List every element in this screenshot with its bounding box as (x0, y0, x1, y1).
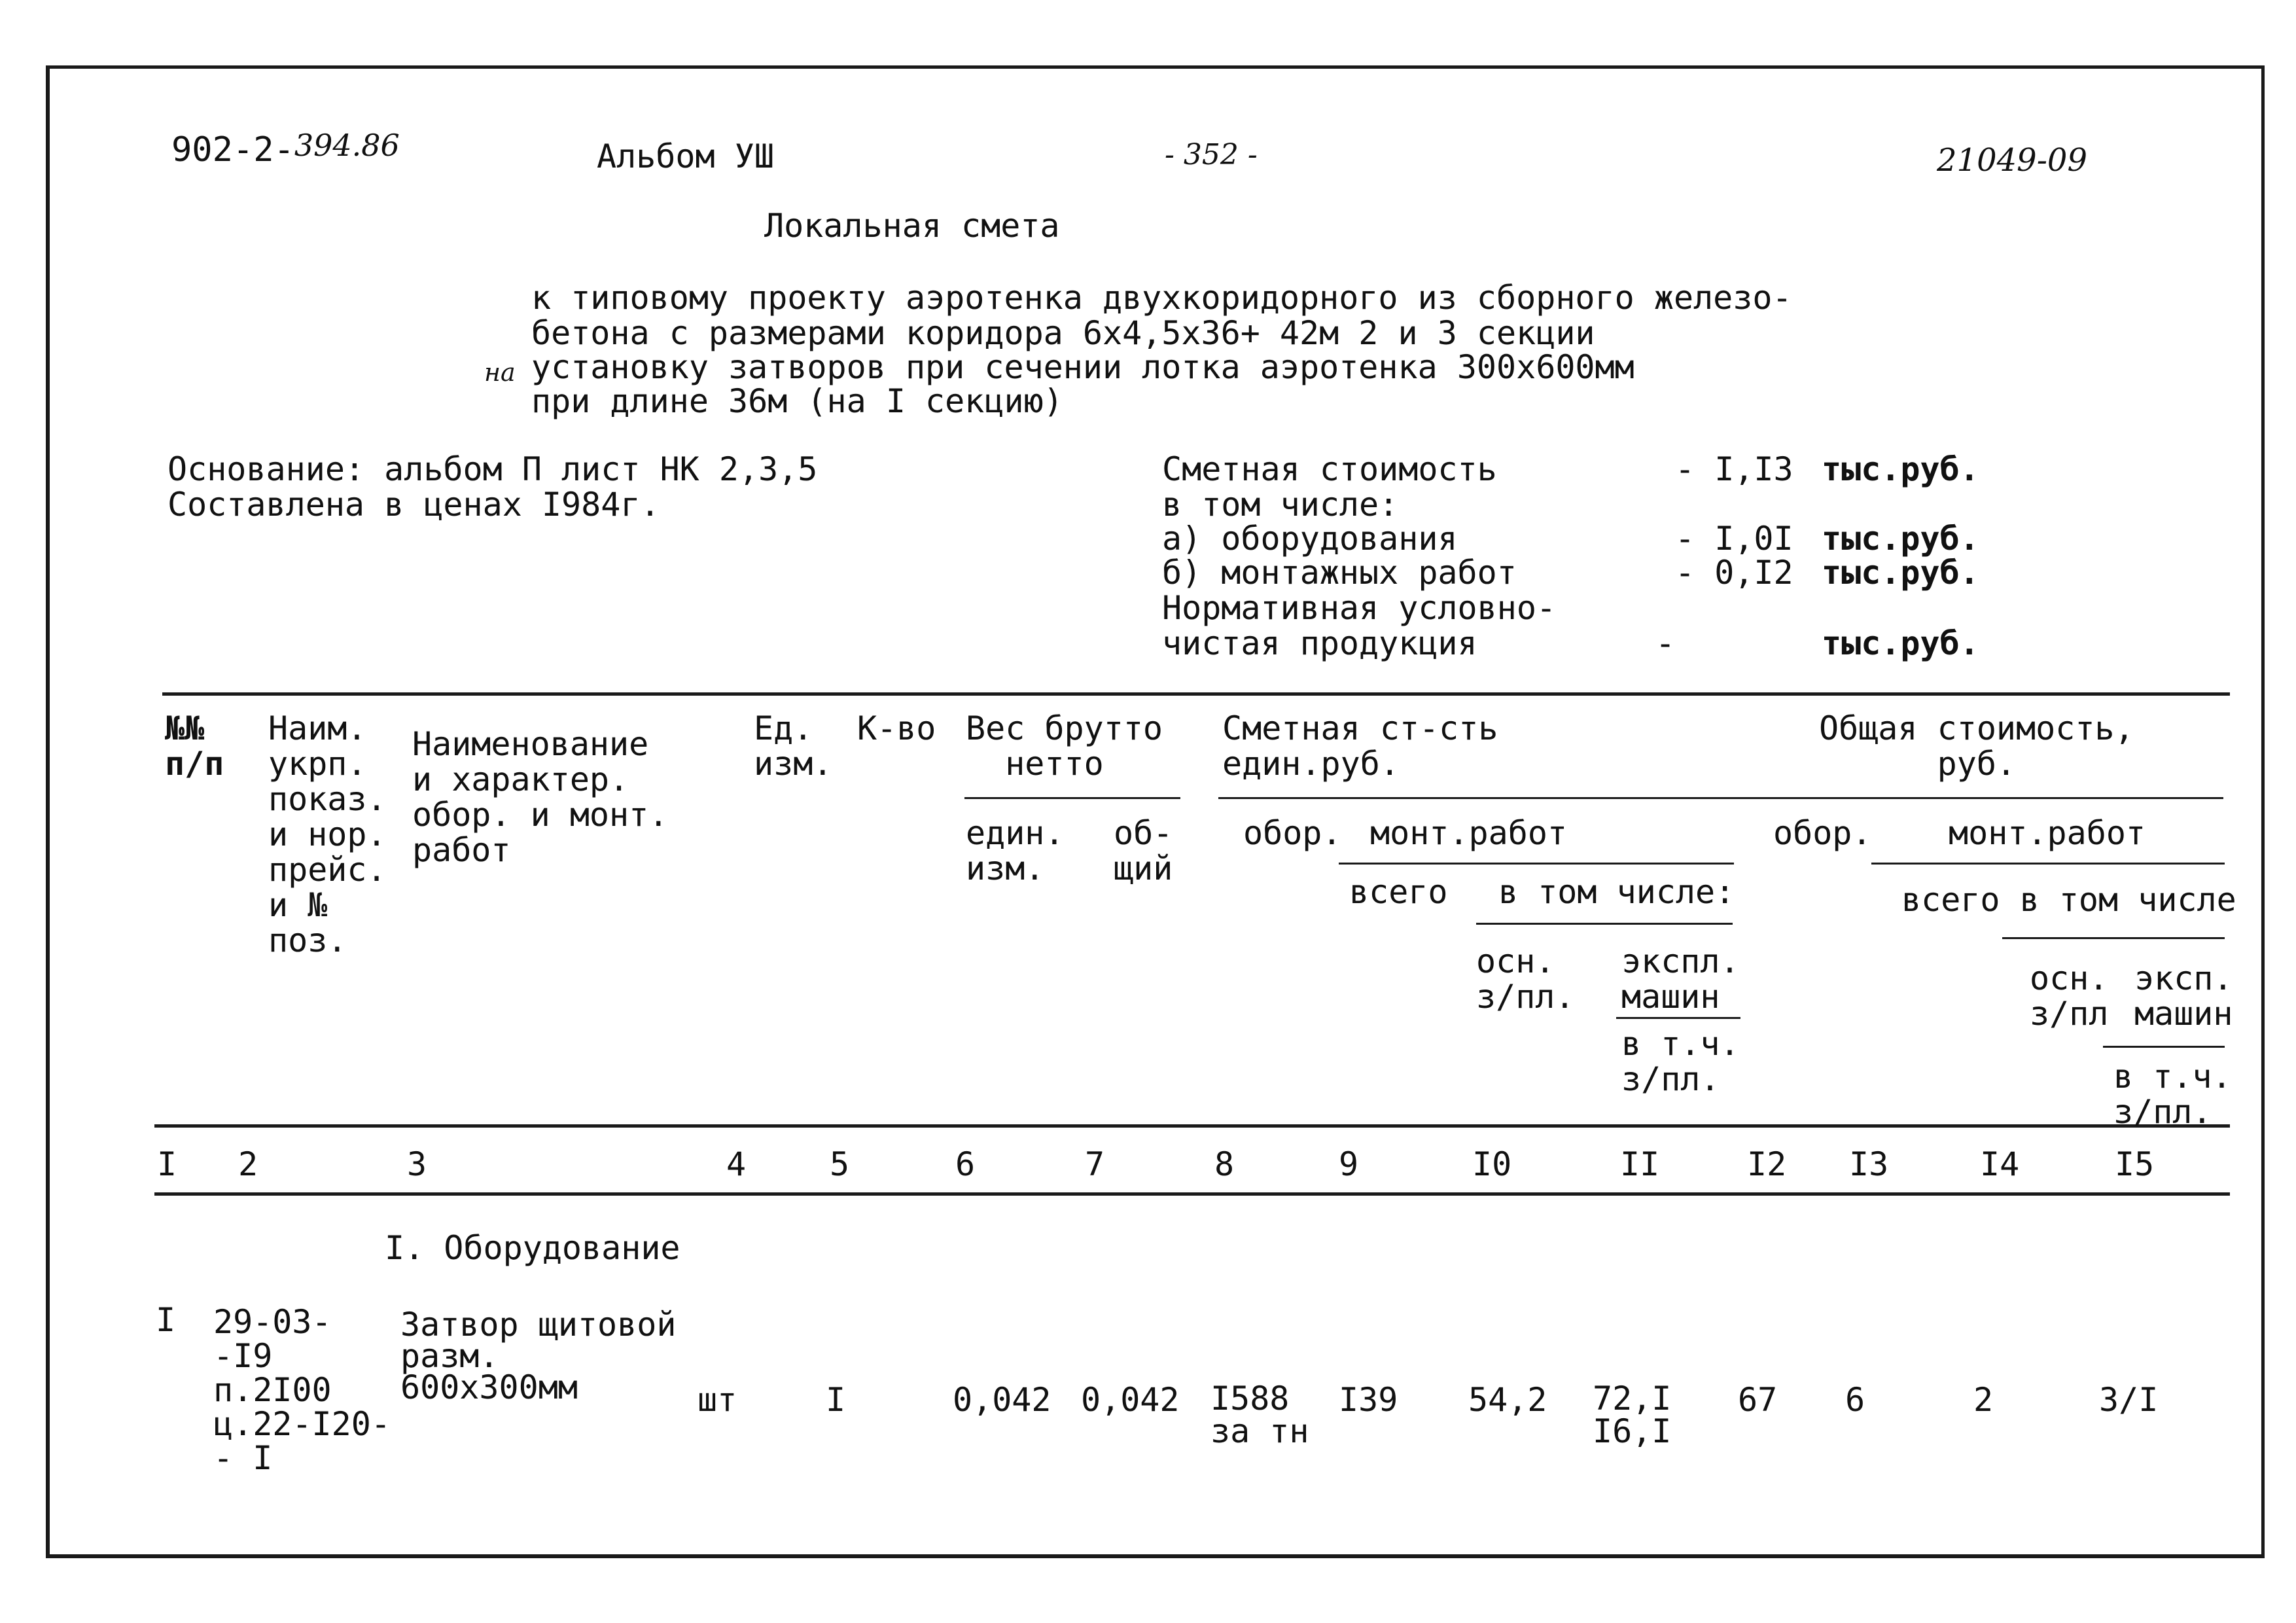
header-unit-cost-machine-wage: в т.ч. з/пл. (1621, 1025, 1740, 1098)
description-line-4: при длине 36м (на I секцию) (531, 382, 1063, 420)
row-total-cost-wage: 2 (1973, 1381, 1994, 1419)
cost-including-label: в том числе: (1162, 486, 1399, 524)
header-total-cost-including: всего в том числе (1901, 881, 2236, 919)
header-total-cost-equipment: обор. (1773, 814, 1872, 852)
cost-group-divider (1218, 797, 2223, 799)
description-line-2: бетона с размерами коридора 6х4,5х36+ 42м 2 и 3 секции (531, 314, 1595, 352)
column-number: 8 (1214, 1145, 1235, 1183)
row-code: 29-03- -I9 п.2I00 ц.22-I20- - I (213, 1303, 391, 1477)
row-unit-cost-installation-total: I39 (1339, 1381, 1398, 1419)
cost-total-label: Сметная стоимость (1162, 450, 1497, 488)
row-weight-total: 0,042 (1081, 1381, 1180, 1419)
document-heading: Локальная смета (764, 207, 1060, 245)
header-weight-total: об- щий (1114, 814, 1173, 887)
header-unit-cost-including: в том числе: (1498, 873, 1735, 911)
basis-line-2: Составлена в ценах I984г. (168, 486, 660, 524)
column-number: 9 (1339, 1145, 1359, 1183)
sheet-ref: 21049-09 (1937, 142, 2087, 179)
header-total-cost: Общая стоимость, руб. (1819, 709, 2134, 783)
cost-normative-value: - (1655, 624, 1676, 662)
row-weight-unit: 0,042 (953, 1381, 1051, 1419)
cost-total-value: - I,I3 (1675, 450, 1793, 488)
description-line-3: установку затворов при сечении лотка аэротенка 300х600мм (531, 348, 1634, 386)
column-number: 2 (238, 1145, 258, 1183)
cost-normative-unit: тыс.руб. (1822, 624, 1979, 662)
header-col-number: №№ п/п (165, 709, 224, 783)
row-unit: шт (698, 1381, 737, 1419)
row-unit-cost-equipment: I588 за тн (1210, 1380, 1309, 1450)
header-unit-cost-total: всего (1349, 873, 1448, 911)
basis-line-1: Основание: альбом П лист НК 2,3,5 (168, 450, 818, 488)
page-number: - 352 - (1165, 138, 1258, 171)
project-code-handwritten: 394.86 (294, 128, 400, 163)
row-quantity: I (826, 1381, 846, 1419)
header-total-cost-installation: монт.работ (1949, 814, 2146, 852)
row-unit-cost-wage: 54,2 (1468, 1381, 1547, 1419)
unit-machine-divider (1616, 1017, 1740, 1019)
project-code (171, 128, 400, 169)
cost-equipment-value: - I,0I (1675, 520, 1793, 558)
header-weight: Вес брутто нетто (966, 709, 1163, 783)
column-number: 7 (1085, 1145, 1105, 1183)
header-unit-cost-installation: монт.работ (1370, 814, 1568, 852)
column-number: I (157, 1145, 177, 1183)
header-total-cost-machine: эксп. машин (2134, 959, 2233, 1033)
row-unit-cost-machine: 72,I I6,I (1593, 1380, 1672, 1450)
cost-equipment-label: а) оборудования (1162, 520, 1458, 558)
total-incl-divider (2002, 937, 2225, 939)
table-top-rule (162, 692, 2230, 696)
header-bottom-rule (154, 1124, 2230, 1128)
total-machine-divider (2103, 1046, 2225, 1048)
header-unit-cost-equipment: обор. (1243, 814, 1342, 852)
unit-incl-divider (1476, 923, 1733, 925)
column-number: II (1620, 1145, 1660, 1183)
description-handwritten-prefix: на (484, 358, 516, 387)
cost-installation-unit: тыс.руб. (1822, 554, 1979, 592)
header-total-cost-wage: осн. з/пл (2030, 959, 2109, 1033)
unit-install-divider (1339, 863, 1734, 865)
cost-total-unit: тыс.руб. (1822, 450, 1979, 488)
header-unit-cost-wage: осн. з/пл. (1476, 942, 1575, 1016)
row-total-cost-installation-total: 6 (1845, 1381, 1865, 1419)
header-weight-unit: един. изм. (966, 814, 1065, 887)
column-number: 5 (830, 1145, 850, 1183)
column-number: 6 (955, 1145, 976, 1183)
total-install-divider (1871, 863, 2225, 865)
cost-normative-label-1: Нормативная условно- (1162, 589, 1557, 627)
column-number: I3 (1849, 1145, 1889, 1183)
row-total-cost-machine: 3/I (2099, 1381, 2159, 1419)
row-total-cost-equipment: 67 (1738, 1381, 1778, 1419)
cost-installation-value: - 0,I2 (1675, 554, 1793, 592)
album-label: Альбом УШ (597, 137, 774, 175)
description-line-1: к типовому проекту аэротенка двухкоридорного из сборного железо- (531, 279, 1792, 317)
column-number: I5 (2115, 1145, 2155, 1183)
header-col-code: Наим. укрп. показ. и нор. прейс. и № поз. (268, 709, 387, 959)
column-number: I0 (1472, 1145, 1512, 1183)
header-col-quantity: К-во (857, 709, 936, 747)
column-number: I2 (1747, 1145, 1787, 1183)
column-number: 4 (726, 1145, 747, 1183)
header-col-unit: Ед. изм. (754, 709, 833, 783)
header-total-cost-machine-wage: в т.ч. з/пл. (2113, 1058, 2232, 1131)
header-unit-cost: Сметная ст-сть един.руб. (1222, 709, 1498, 783)
row-number: I (156, 1301, 176, 1339)
cost-installation-label: б) монтажных работ (1162, 554, 1517, 592)
column-number-rule (154, 1192, 2230, 1196)
project-code-print: 902-2- (171, 130, 294, 169)
header-col-name: Наименование и характер. обор. и монт. работ (412, 725, 669, 869)
row-name: Затвор щитовой разм. 600х300мм (400, 1306, 677, 1406)
column-number: I4 (1980, 1145, 2020, 1183)
cost-normative-label-2: чистая продукция (1162, 624, 1477, 662)
weight-divider (964, 797, 1180, 799)
cost-equipment-unit: тыс.руб. (1822, 520, 1979, 558)
header-unit-cost-machine: экспл. машин (1621, 942, 1740, 1016)
column-number: 3 (407, 1145, 427, 1183)
section-title: I. Оборудование (385, 1229, 680, 1267)
